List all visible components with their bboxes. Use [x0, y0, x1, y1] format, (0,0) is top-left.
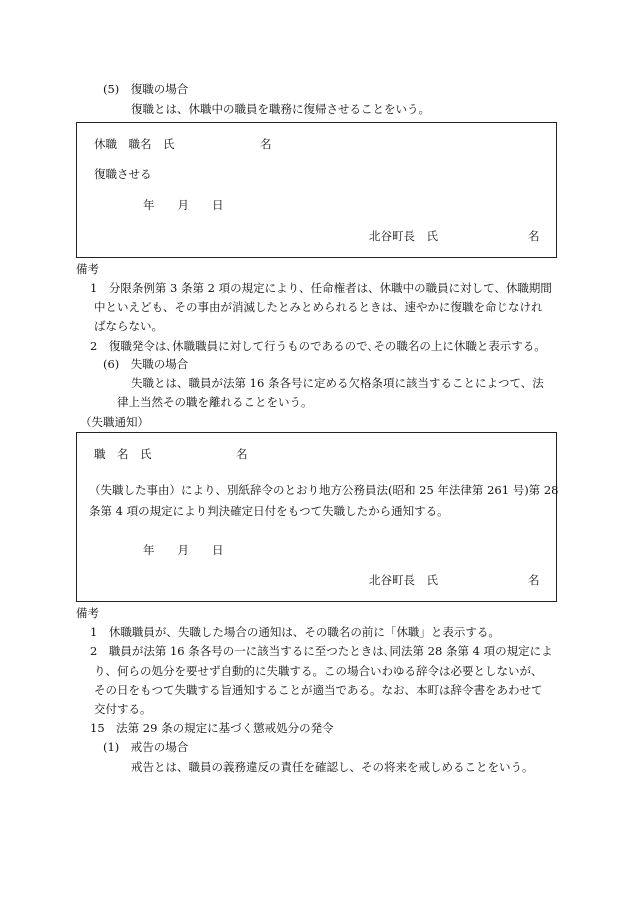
form2-name-suffix: 名	[236, 447, 248, 461]
notes2-line: 1 休職職員が、失職した場合の通知は、その職名の前に「休職」と表示する。	[90, 625, 500, 639]
notes1-line: 中といえども、その事由が消滅したとみとめられるときは、速やかに復職を命じなけれ	[94, 300, 543, 314]
dismissal-notice-form-box	[76, 432, 557, 602]
form1-action-text: 復職させる	[94, 167, 152, 181]
form2-body-line: （失職した事由）により、別紙辞令のとおり地方公務員法(昭和 25 年法律第 261 号)第 28	[89, 483, 559, 497]
notes2-line: 交付する。	[94, 702, 152, 716]
notes2-line: 2 職員が法第 16 条各号の一に該当するに至つたときは､同法第 28 条第 4 項の規定によ	[90, 644, 553, 658]
notes2-line: り、何らの処分を要せず自動的に失職する。この場合いわゆる辞令は必要としないが、	[94, 664, 543, 678]
notes1-line: 1 分限条例第 3 条第 2 項の規定により、任命権者は、休職中の職員に対して、休職期間	[90, 281, 552, 295]
section-5-heading: (5) 復職の場合	[103, 82, 189, 96]
notes1-line: 2 復職発令は､休職職員に対して行うものであるので､その職名の上に休職と表示する。	[90, 339, 546, 353]
form1-date: 年 月 日	[143, 198, 224, 212]
reinstatement-form-box	[76, 122, 557, 258]
notes2-title: 備考	[76, 606, 99, 620]
section-5-description: 復職とは、休職中の職員を職務に復帰させることをいう。	[131, 102, 430, 116]
form2-date: 年 月 日	[143, 543, 224, 557]
form1-signer: 北谷町長 氏	[369, 229, 438, 243]
section-15-1-heading: (1) 戒告の場合	[103, 740, 189, 754]
form1-title-line: 休職 職名 氏	[94, 137, 175, 151]
notes1-line: ばならない。	[94, 319, 163, 333]
section-6-description-cont: 律上当然その職を離れることをいう。	[117, 395, 313, 409]
form1-name-suffix: 名	[260, 137, 272, 151]
section-15-heading: 15 法第 29 条の規定に基づく懲戒処分の発令	[90, 721, 334, 735]
form1-signer-suffix: 名	[528, 229, 540, 243]
notes2-line: その日をもつて失職する旨通知することが適当である。なお、本町は辞令書をあわせて	[94, 683, 543, 697]
form2-signer-suffix: 名	[528, 573, 540, 587]
section-6-heading: (6) 失職の場合	[103, 357, 189, 371]
form2-signer: 北谷町長 氏	[369, 573, 438, 587]
dismissal-notice-label: （失職通知）	[80, 415, 149, 429]
form2-body-line: 条第 4 項の規定により判決確定日付をもつて失職したから通知する。	[89, 504, 449, 518]
form2-title-line: 職 名 氏	[94, 447, 152, 461]
notes1-title: 備考	[76, 262, 99, 276]
section-15-1-description: 戒告とは、職員の義務違反の責任を確認し、その将来を戒しめることをいう。	[131, 760, 534, 774]
section-6-description: 失職とは、職員が法第 16 条各号に定める欠格条項に該当することによつて、法	[131, 376, 544, 390]
